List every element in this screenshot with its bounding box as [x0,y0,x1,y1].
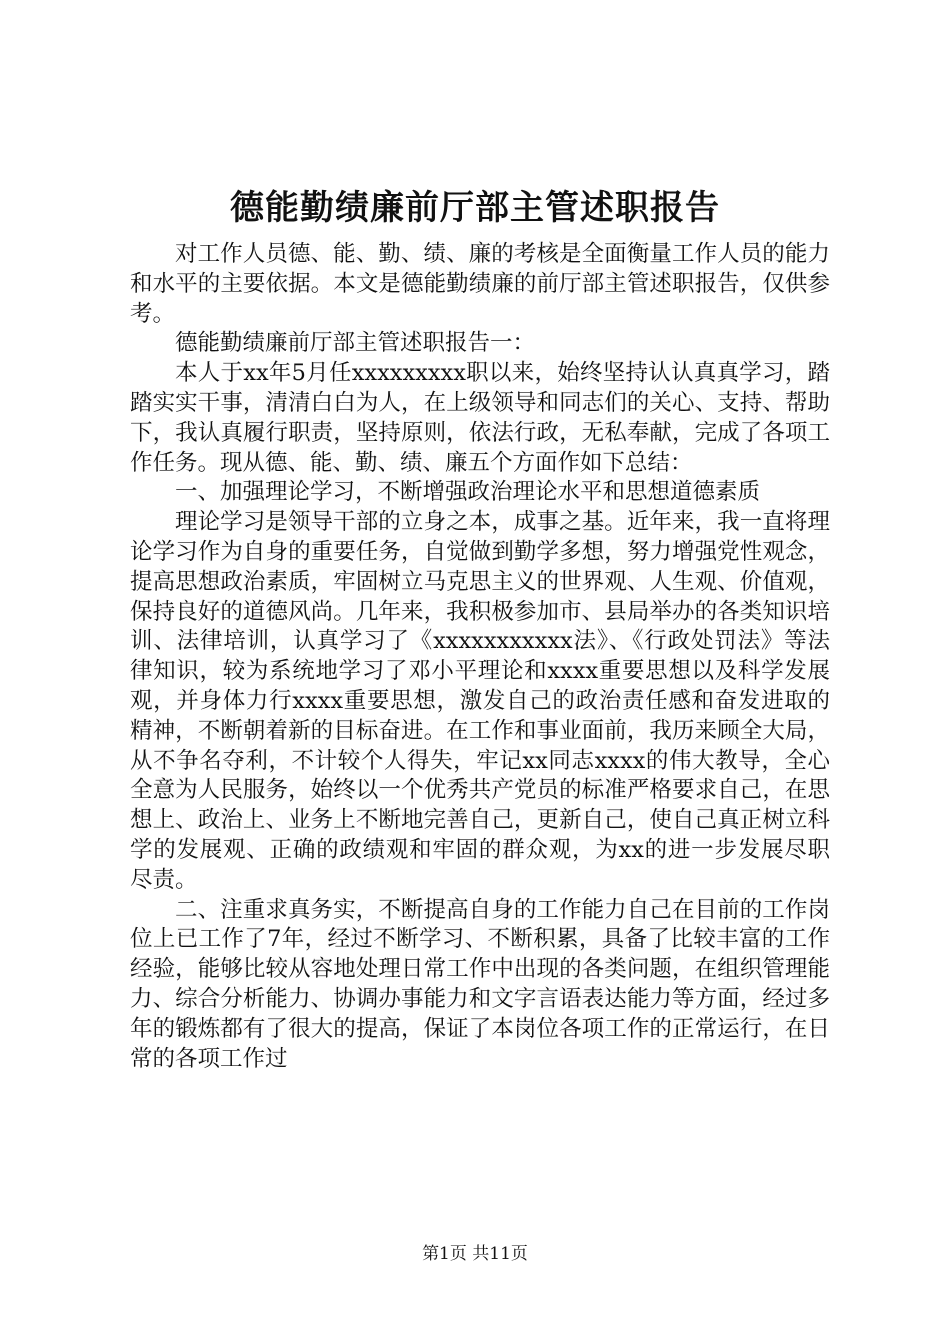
paragraph-section-two: 二、注重求真务实，不断提高自身的工作能力自己在目前的工作岗位上已工作了7年，经过不断学习、不断积累，具备了比较丰富的工作经验，能够比较从容地处理日常工作中出现的各类问题，在组织管理能力、综合分析能力、协调办事能力和文字言语表达能力等方面，经过多年的锻炼都有了很大的提高，保证了本岗位各项工作的正常运行，在日常的各项工作过 [130,896,830,1072]
paragraph-opening: 本人于xx年5月任xxxxxxxxx职以来，始终坚持认认真真学习，踏踏实实干事，清清白白为人，在上级领导和同志们的关心、支持、帮助下，我认真履行职责，坚持原则，依法行政，无私奉献，完成了各项工作任务。现从德、能、勤、绩、廉五个方面作如下总结： [130,360,830,476]
page-footer: 第1页 共11页 [422,1244,528,1264]
paragraph-intro: 对工作人员德、能、勤、绩、廉的考核是全面衡量工作人员的能力和水平的主要依据。本文是德能勤绩廉的前厅部主管述职报告，仅供参考。 [130,241,830,327]
paragraph-report-heading: 德能勤绩廉前厅部主管述职报告一： [175,330,536,357]
paragraph-section-one-body: 理论学习是领导干部的立身之本，成事之基。近年来，我一直将理论学习作为自身的重要任务，自觉做到勤学多想，努力增强党性观念，提高思想政治素质，牢固树立马克思主义的世界观、人生观、价值观，保持良好的道德风尚。几年来，我积极参加市、县局举办的各类知识培训、法律培训，认真学习了《xxxxxxxxxxx法》、《行政处罚法》等法律知识，较为系统地学习了邓小平理论和xxxx重要思想以及科学发展观，并身体力行xxxx重要思想，激发自己的政治责任感和奋发进取的精神，不断朝着新的目标奋进。在工作和事业面前，我历来顾全大局，从不争名夺利，不计较个人得失，牢记xx同志xxxx的伟大教导，全心全意为人民服务，始终以一个优秀共产党员的标准严格要求自己，在思想上、政治上、业务上不断地完善自己，更新自己，使自己真正树立科学的发展观、正确的政绩观和牢固的群众观，为xx的进一步发展尽职尽责。 [130,509,830,893]
document-title: 德能勤绩廉前厅部主管述职报告 [230,188,720,228]
paragraph-section-one-heading: 一、加强理论学习，不断增强政治理论水平和思想道德素质 [175,479,761,506]
document-body [130,240,830,1074]
